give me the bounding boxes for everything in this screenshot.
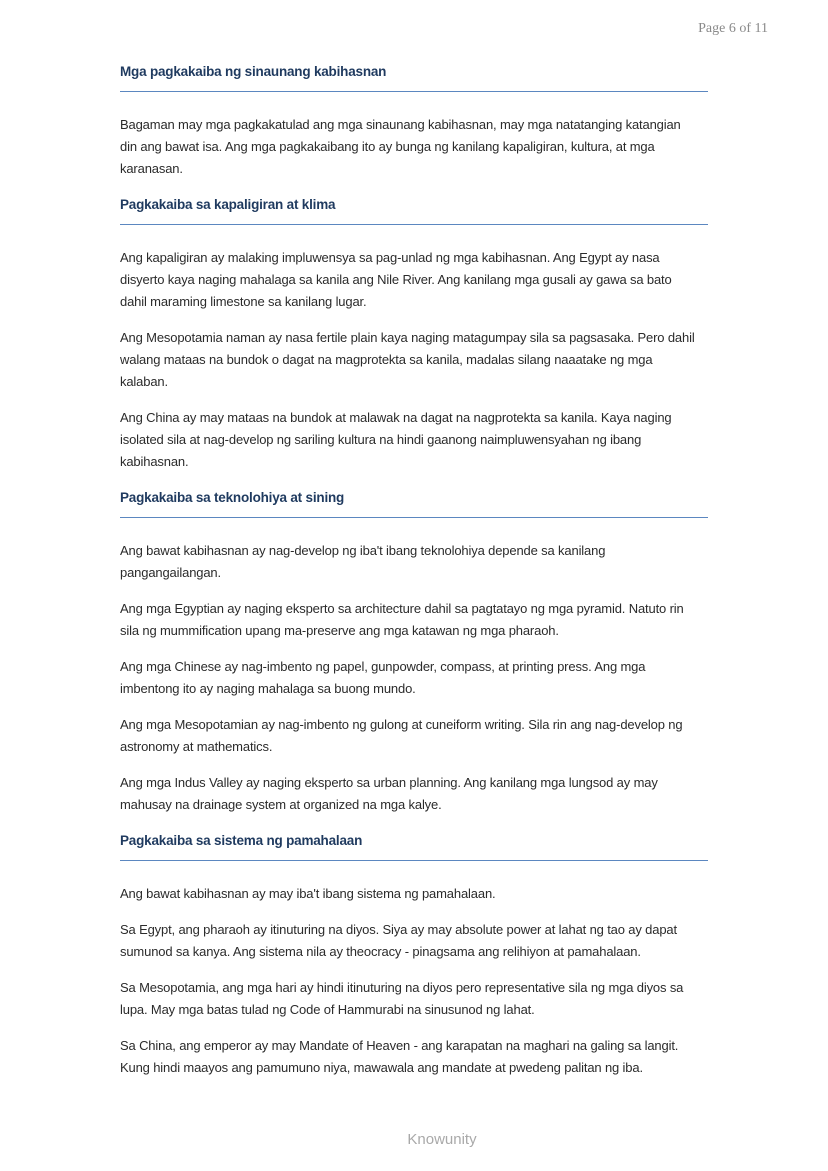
paragraph-line: Bagaman may mga pagkakatulad ang mga sinaunang kabihasnan, may mga natatanging katangian (120, 117, 681, 132)
paragraph-line: karanasan. (120, 161, 183, 176)
paragraph-line: kabihasnan. (120, 454, 189, 469)
paragraph (120, 598, 708, 642)
paragraph-line: Sa Egypt, ang pharaoh ay itinuturing na diyos. Siya ay may absolute power at lahat ng tao ay dapat (120, 922, 677, 937)
paragraph-line: pangangailangan. (120, 565, 221, 580)
paragraph-line: Ang kapaligiran ay malaking impluwensya sa pag-unlad ng mga kabihasnan. Ang Egypt ay nasa (120, 250, 660, 265)
section-heading: Pagkakaiba sa sistema ng pamahalaan (120, 830, 708, 861)
paragraph-line: Sa Mesopotamia, ang mga hari ay hindi itinuturing na diyos pero representative sila ng mga diyos sa (120, 980, 684, 995)
paragraph-line: dahil maraming limestone sa kanilang lugar. (120, 294, 367, 309)
page-indicator: Page 6 of 11 (698, 21, 768, 36)
section-heading: Pagkakaiba sa teknolohiya at sining (120, 487, 708, 518)
paragraph-line: Ang bawat kabihasnan ay nag-develop ng iba't ibang teknolohiya depende sa kanilang (120, 543, 606, 558)
paragraph-line: Ang mga Mesopotamian ay nag-imbento ng gulong at cuneiform writing. Sila rin ang nag-develop ng (120, 717, 683, 732)
paragraph-line: Ang mga Chinese ay nag-imbento ng papel, gunpowder, compass, at printing press. Ang mga (120, 659, 646, 674)
paragraph-line: Ang China ay may mataas na bundok at malawak na dagat na nagprotekta sa kanila. Kaya naging (120, 410, 672, 425)
paragraph (120, 540, 708, 584)
paragraph (120, 407, 708, 473)
paragraph (120, 1035, 708, 1079)
section-heading: Mga pagkakaiba ng sinaunang kabihasnan (120, 61, 708, 92)
paragraph (120, 977, 708, 1021)
paragraph (120, 919, 708, 963)
footer-brand: Knowunity (407, 1131, 477, 1148)
paragraph (120, 247, 708, 313)
paragraph-line: sila ng mummification upang ma-preserve ang mga katawan ng mga pharaoh. (120, 623, 559, 638)
paragraph-line: lupa. May mga batas tulad ng Code of Hammurabi na sinusunod ng lahat. (120, 1002, 535, 1017)
paragraph-line: kalaban. (120, 374, 168, 389)
section (120, 194, 708, 473)
document-content (120, 61, 708, 1093)
paragraph-line: Ang mga Egyptian ay naging eksperto sa architecture dahil sa pagtatayo ng mga pyramid. Natuto rin (120, 601, 684, 616)
paragraph-line: Ang bawat kabihasnan ay may iba't ibang sistema ng pamahalaan. (120, 886, 496, 901)
paragraph-line: Ang mga Indus Valley ay naging eksperto sa urban planning. Ang kanilang mga lungsod ay may (120, 775, 658, 790)
paragraph-line: Ang Mesopotamia naman ay nasa fertile plain kaya naging matagumpay sila sa pagsasaka. Pero dahil (120, 330, 695, 345)
paragraph-line: mahusay na drainage system at organized na mga kalye. (120, 797, 442, 812)
section (120, 830, 708, 1079)
paragraph (120, 327, 708, 393)
paragraph-line: Kung hindi maayos ang pamumuno niya, mawawala ang mandate at pwedeng palitan ng iba. (120, 1060, 643, 1075)
paragraph (120, 883, 708, 905)
paragraph (120, 714, 708, 758)
paragraph-line: din ang bawat isa. Ang mga pagkakaibang ito ay bunga ng kanilang kapaligiran, kultura, at mga (120, 139, 655, 154)
paragraph-line: Sa China, ang emperor ay may Mandate of Heaven - ang karapatan na maghari na galing sa langit. (120, 1038, 679, 1053)
paragraph-line: disyerto kaya naging mahalaga sa kanila ang Nile River. Ang kanilang mga gusali ay gawa sa bato (120, 272, 672, 287)
paragraph (120, 114, 708, 180)
paragraph-line: sumunod sa kanya. Ang sistema nila ay theocracy - pinagsama ang relihiyon at pamahalaan. (120, 944, 641, 959)
section (120, 61, 708, 180)
paragraph-line: imbentong ito ay naging mahalaga sa buong mundo. (120, 681, 416, 696)
paragraph (120, 656, 708, 700)
section (120, 487, 708, 816)
paragraph (120, 772, 708, 816)
paragraph-line: isolated sila at nag-develop ng sariling kultura na hindi gaanong naimpluwensyahan ng ibang (120, 432, 642, 447)
section-heading: Pagkakaiba sa kapaligiran at klima (120, 194, 708, 225)
paragraph-line: astronomy at mathematics. (120, 739, 273, 754)
paragraph-line: walang mataas na bundok o dagat na magprotekta sa kanila, madalas silang naaatake ng mga (120, 352, 653, 367)
